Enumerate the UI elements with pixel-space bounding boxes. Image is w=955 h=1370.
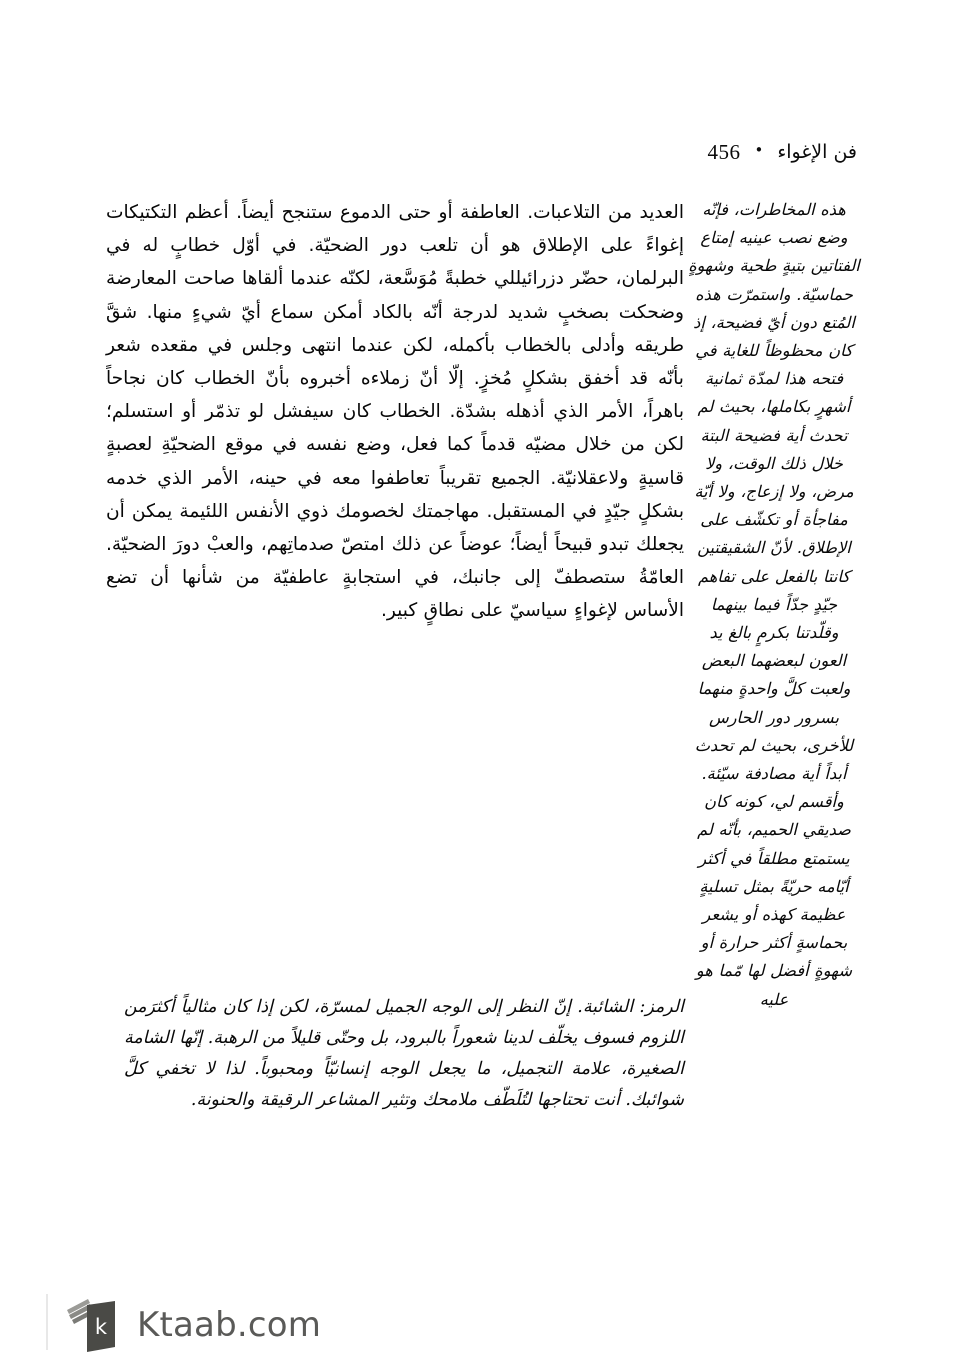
- main-paragraph: العديد من التلاعبات. العاطفة أو حتى الدموع ستنجح أيضاً. أعظم التكتيكات إغواءً على الإطلاق هو أن تلعب دور الضحيّة. في أوّل خطابٍ له في البرلمان، حضّر دزرائيللي خطبةً مُوَسَّعة، لكنّه عندما ألقاها صاحت المعارضة وضحكت بصخبٍ شديد لدرجة أنّه بالكاد أمكن سماع أيّ شيءٍ منها. شقَّ طريقه وأدلى بالخطاب بأكمله، لكن عندما انتهى وجلس في مقعده شعر بأنّه قد أخفق بشكلٍ مُخزٍ. إلّا أنّ زملاءه أخبروه بأنّ الخطاب كان نجاحاً باهراً، الأمر الذي أذهله بشدّة. الخطاب كان سيفشل لو تذمّر أو استسلم؛ لكن من خلال مضيّه قدماً كما فعل، وضع نفسه في موقع الضحيّةِ لعصبةٍ قاسيةٍ ولاعقلانيّة. الجميع تقريباً تعاطفوا معه في حينه، الأمر الذي خدمه بشكلٍ جيّدٍ في المستقبل. مهاجمتك لخصومك ذوي الأنفس اللئيمة يمكن أن يجعلك تبدو قبيحاً أيضاً؛ عوضاً عن ذلك امتصّ صدماتِهم، والعبْ دورَ الضحيّة. العامّةُ ستصطفّ إلى جانبك، في استجابةٍ عاطفيّة من شأنها أن تضع الأساس لإغواءٍ سياسيّ على نطاقٍ كبير.: [106, 202, 684, 622]
- scan-edge-artifact: [46, 1294, 48, 1350]
- page-number: 456: [707, 140, 741, 164]
- symbol-paragraph: الرمز: الشائبة. إنّ النظر إلى الوجه الجميل لمسرّة، لكن إذا كان مثالياً أكثرَمن اللزوم فسوف يخلّف لدينا شعوراً بالبرود، بل وحتّى قليلاً من الرهبة. إنّها الشامة الصغيرة، علامة التجميل، ما يجعل الوجه إنسانيّاً ومحبوباً. لذا لا تخفي كلَّ شوائبك. أنت تحتاجها لتُلَطّف ملامحك وتثير المشاعر الرقيقة والحنونة.: [124, 997, 684, 1110]
- running-head-separator-dot: •: [754, 141, 764, 159]
- watermark-label: Ktaab.com: [137, 1305, 322, 1345]
- open-book-icon: [63, 1294, 123, 1356]
- running-head: [707, 142, 857, 163]
- watermark: [63, 1294, 321, 1356]
- svg-text:k: k: [94, 1315, 108, 1339]
- margin-note-column: [688, 196, 860, 1014]
- margin-note-paragraph: هذه المخاطرات، فإنّه وضع نصب عينيه إمتاع الفتاتين بتيةٍ طحية وشهوةٍ حماسيّة. واستمرّت هذه المُتع دون أيّ فضيحة، إذ كان محظوظاً للغاية في فتحه هذا لمدّة ثمانية أشهرٍ بكاملها، بحيث لم تحدث أية فضيحة البتة خلال ذلك الوقت، ولا مرض، ولا إزعاج، ولا أيّة مفاجأة أو تكشّف على الإطلاق. لأنّ الشقيقتين كانتا بالفعل على تفاهم جيّدٍ جدّاً فيما بينهما وقلّدتنا بكرمٍ بالغ يد العون لبعضهما البعض ولعبت كلَّ واحدةٍ منهما بسرور دور الحارس للأخرى، بحيث لم تحدث أبداً أية مصادفة سيّئة. وأقسم لي، كونه كان صديقي الحميم، بأنّه لم يستمتع مطلقاً في أكثر أيّامه حريّةً بمثل تسليةٍ عظيمة كهذه أو يشعر بحماسةٍ أكثر حرارة أو شهوةٍ أفضل لها مّما هو عليه: [688, 200, 860, 1009]
- book-title: فن الإغواء: [777, 141, 857, 163]
- main-text-column: [106, 196, 684, 628]
- body-area: [106, 196, 860, 1236]
- symbol-paragraph-block: [124, 992, 684, 1116]
